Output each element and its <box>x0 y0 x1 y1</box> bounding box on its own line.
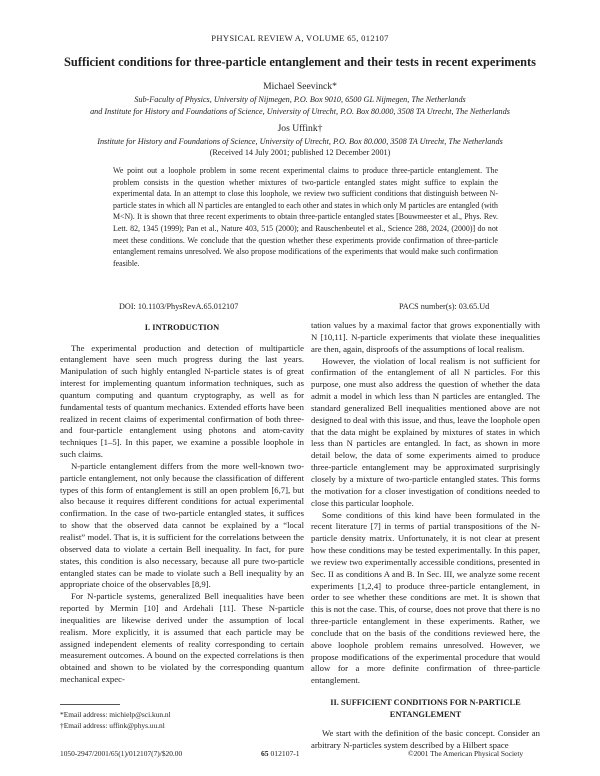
footnote-rule <box>60 704 120 705</box>
footer-article-number: 012107-1 <box>270 749 300 758</box>
footnote: †Email address: uffink@phys.uu.nl <box>60 721 165 730</box>
footer-volume: 65 <box>261 749 269 758</box>
doi: DOI: 10.1103/PhysRevA.65.012107 <box>119 302 239 311</box>
paragraph: N-particle entanglement differs from the more well-known two-particle entanglement, not only because the classification of different types of this form of entanglement is still an open problem [6,7], but also because it requires different conditions for actual experimental confirmation. In the case of two-particle entangled states, it suffices to show that the observed data cannot be explained by a “local realist” model. That is, it is sufficient for the correlations between the observed data to violate a certain Bell inequality. In fact, for pure states, this condition is also necessary, because all pure two-particle entangled states can be made to violate such a Bell inequality by an appropriate choice of the observables [8,9]. <box>60 460 304 590</box>
footer-copyright: ©2001 The American Physical Society <box>408 749 524 758</box>
paragraph: The experimental production and detection of multiparticle entanglement have seen much progress during the last years. Manipulation of such highly entangled N-particle states is of great interest for implementing quantum information techniques, such as quantum computing and quantum cryptography, as well as for fundamental tests of quantum mechanics. Extended efforts have been realized in recent claims of experimental confirmation of both three- and four-particle entanglement using photons and atom-cavity techniques [1–5]. In this paper, we examine a possible loophole in such claims. <box>60 342 304 460</box>
paper-title: Sufficient conditions for three-particle entanglement and their tests in recent experiments <box>64 55 536 69</box>
received-date: (Received 14 July 2001; published 12 December 2001) <box>209 148 391 157</box>
running-header: PHYSICAL REVIEW A, VOLUME 65, 012107 <box>211 33 389 43</box>
paragraph: Some conditions of this kind have been formulated in the recent literature [7] in terms of partial transpositions of the N-particle density matrix. Unfortunately, it is not clear at present how these conditions may be tested experimentally. In this paper, we review two experimentally accessible conditions, presented in Sec. II as conditions A and B. In Sec. III, we analyze some recent experiments [1,2,4] to produce three-particle entanglement, in order to see whether these conditions are met. It is shown that this is not the case. This, of course, does not prove that there is no three-particle entanglement in these experiments. Rather, we conclude that on the basis of the conditions reviewed here, the above loophole problem remains unresolved. However, we propose modifications of the experimental procedure that would allow for a more definite confirmation of three-particle entanglement. <box>311 509 540 686</box>
author-name: Michael Seevinck* <box>263 81 337 92</box>
paragraph: We start with the definition of the basic concept. Consider an arbitrary N-particles system described by a Hilbert space <box>311 728 540 750</box>
section-heading <box>311 697 540 720</box>
body-column-left <box>60 322 304 686</box>
footer-page-number <box>261 749 300 758</box>
footer-issn: 1050-2947/2001/65(1)/012107(7)/$20.00 <box>60 749 183 758</box>
section-heading-line: II. SUFFICIENT CONDITIONS FOR N-PARTICLE <box>330 698 521 708</box>
author-affiliation: Institute for History and Foundations of Science, University of Utrecht, P.O. Box 80.000, 3508 TA Utrecht, The Netherlands <box>97 137 503 146</box>
body-column-right <box>311 320 540 752</box>
author-name: Jos Uffink† <box>277 123 323 134</box>
paragraph: tation values by a maximal factor that grows exponentially with N [10,11]. N-particle experiments that violate these inequalities are then, again, disproofs of the assumptions of local realism. <box>311 320 540 354</box>
paragraph: For N-particle systems, generalized Bell inequalities have been reported by Mermin [10] and Ardehali [11]. These N-particle inequalities are likewise derived under the assumption of local realism. More explicitly, it is assumed that each particle may be assigned independent elements of reality corresponding to certain measurement outcomes. A bound on the expected correlations is then obtained and shown to be violated by the corresponding quantum mechanical expec- <box>60 591 304 685</box>
author-affiliation: Sub-Faculty of Physics, University of Nijmegen, P.O. Box 9010, 6500 GL Nijmegen, The Netherlands <box>134 95 466 104</box>
author-affiliation: and Institute for History and Foundations of Science, University of Utrecht, P.O. Box 80.000, 3508 TA Utrecht, The Netherlands <box>90 107 510 116</box>
footnote: *Email address: michielp@sci.kun.nl <box>60 710 171 719</box>
section-heading: I. INTRODUCTION <box>144 323 220 332</box>
pacs-number: PACS number(s): 03.65.Ud <box>399 302 490 311</box>
paragraph: However, the violation of local realism is not sufficient for confirmation of the entanglement of all N particles. For this purpose, one must also address the question of whether the data admit a model in which less than N particles are entangled. The standard generalized Bell inequalities mentioned above are not designed to deal with this issue, and thus, leave the loophole open that the data might be explained by mixtures of states in which less than N particles are entangled. In fact, as shown in more detail below, the data of some experiments aimed to produce three-particle entanglement may be approximated surprisingly closely by a mixture of two-particle entangled states. This forms the motivation for a closer investigation of conditions needed to close this particular loophole. <box>311 355 540 508</box>
abstract: We point out a loophole problem in some recent experimental claims to produce three-particle entanglement. The problem consists in the question whether mixtures of two-particle entangled states might suffice to explain the experimental data. In an attempt to close this loophole, we review two sufficient conditions that distinguish between N-particle states in which all N particles are entangled to each other and states in which only M particles are entangled (with M<N). It is shown that three recent experiments to obtain three-particle entangled states [Bouwmeester et al., Phys. Rev. Lett. 82, 1345 (1999); Pan et al., Nature 403, 515 (2000); and Rauschenbeutel et al., Science 288, 2024, (2000)] do not meet these conditions. We conclude that the question whether these experiments provide confirmation of three-particle entanglement remains unresolved. We also propose modifications of the experiments that would make such confirmation feasible. <box>113 166 498 268</box>
section-heading-line: ENTANGLEMENT <box>389 709 462 719</box>
